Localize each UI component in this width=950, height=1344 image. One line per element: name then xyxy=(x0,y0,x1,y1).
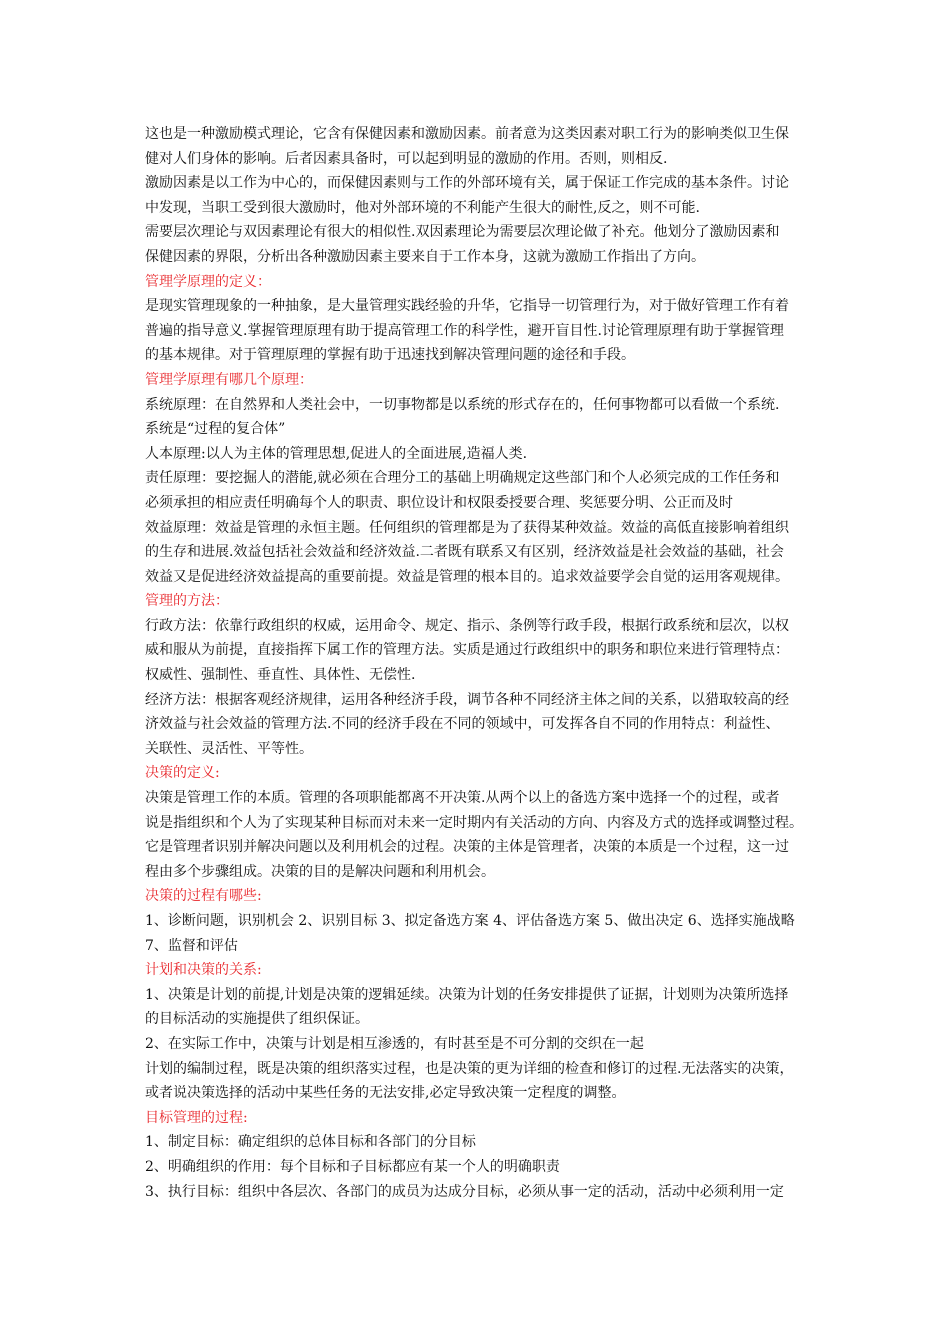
paragraph-line: 经济方法：根据客观经济规律，运用各种经济手段，调节各种不同经济主体之间的关系，以猎取较高的经 xyxy=(145,691,789,708)
paragraph-line: 健对人们身体的影响。后者因素具备时，可以起到明显的激励的作用。否则，则相反. xyxy=(145,150,668,167)
section-heading: 决策的定义: xyxy=(145,765,220,782)
paragraph-line: 普遍的指导意义.掌握管理原理有助于提高管理工作的科学性，避开盲目性.讨论管理原理有助于掌握管理 xyxy=(145,322,784,339)
paragraph-line: 保健因素的界限，分析出各种激励因素主要来自于工作本身，这就为激励工作指出了方向。 xyxy=(145,248,705,265)
paragraph-line: 的生存和进展.效益包括社会效益和经济效益.二者既有联系又有区别，经济效益是社会效益的基础，社会 xyxy=(145,544,784,561)
paragraph-line: 2、明确组织的作用：每个目标和子目标都应有某一个人的明确职责 xyxy=(145,1158,560,1175)
paragraph-line: 系统是“过程的复合体” xyxy=(145,421,286,438)
paragraph-line: 效益又是促进经济效益提高的重要前提。效益是管理的根本目的。追求效益要学会自觉的运用客观规律。 xyxy=(145,568,789,585)
paragraph-line: 这也是一种激励模式理论，它含有保健因素和激励因素。前者意为这类因素对职工行为的影响类似卫生保 xyxy=(145,126,789,142)
paragraph-line: 系统原理：在自然界和人类社会中，一切事物都是以系统的形式存在的，任何事物都可以看做一个系统. xyxy=(145,396,780,413)
section-heading: 目标管理的过程: xyxy=(145,1109,248,1126)
document-page xyxy=(145,122,815,1204)
paragraph-line: 激励因素是以工作为中心的，而保健因素则与工作的外部环境有关，属于保证工作完成的基本条件。讨论 xyxy=(145,175,789,192)
paragraph-line: 3、执行目标：组织中各层次、各部门的成员为达成分目标，必须从事一定的活动，活动中必须利用一定 xyxy=(145,1183,784,1200)
paragraph-line: 1、制定目标：确定组织的总体目标和各部门的分目标 xyxy=(145,1134,476,1151)
paragraph-line: 它是管理者识别并解决问题以及利用机会的过程。决策的主体是管理者，决策的本质是一个过程，这一过 xyxy=(145,839,789,856)
paragraph-line: 权威性、强制性、垂直性、具体性、无偿性. xyxy=(145,667,416,684)
paragraph-line: 说是指组织和个人为了实现某种目标而对未来一定时期内有关活动的方向、内容及方式的选择或调整过程。 xyxy=(145,814,803,831)
paragraph-line: 效益原理：效益是管理的永恒主题。任何组织的管理都是为了获得某种效益。效益的高低直接影响着组织 xyxy=(145,519,789,536)
section-heading: 管理的方法： xyxy=(145,593,229,610)
section-heading: 管理学原理有哪几个原理： xyxy=(145,371,313,388)
paragraph-line: 是现实管理现象的一种抽象，是大量管理实践经验的升华，它指导一切管理行为，对于做好管理工作有着 xyxy=(145,298,789,315)
paragraph-line: 的基本规律。对于管理原理的掌握有助于迅速找到解决管理问题的途径和手段。 xyxy=(145,347,635,364)
paragraph-line: 2、在实际工作中，决策与计划是相互渗透的，有时甚至是不可分割的交织在一起 xyxy=(145,1035,644,1052)
paragraph-line: 或者说决策选择的活动中某些任务的无法安排,必定导致决策一定程度的调整。 xyxy=(145,1085,626,1102)
paragraph-line: 济效益与社会效益的管理方法.不同的经济手段在不同的领域中，可发挥各自不同的作用特点：利益性、 xyxy=(145,716,780,733)
paragraph-line: 责任原理：要挖掘人的潜能,就必须在合理分工的基础上明确规定这些部门和个人必须完成的工作任务和 xyxy=(145,470,780,487)
paragraph-line: 1、诊断问题，识别机会 2、识别目标 3、拟定备选方案 4、评估备选方案 5、做出决定 6、选择实施战略 xyxy=(145,913,795,929)
paragraph-line: 需要层次理论与双因素理论有很大的相似性.双因素理论为需要层次理论做了补充。他划分了激励因素和 xyxy=(145,224,780,241)
paragraph-line: 1、决策是计划的前提,计划是决策的逻辑延续。决策为计划的任务安排提供了证据，计划则为决策所选择 xyxy=(145,986,789,1003)
paragraph-line: 行政方法：依靠行政组织的权威，运用命令、规定、指示、条例等行政手段，根据行政系统和层次，以权 xyxy=(145,617,789,634)
paragraph-line: 7、监督和评估 xyxy=(145,937,238,954)
paragraph-line: 计划的编制过程，既是决策的组织落实过程，也是决策的更为详细的检查和修订的过程.无法落实的决策， xyxy=(145,1060,794,1077)
paragraph-line: 必须承担的相应责任明确每个人的职责、职位设计和权限委授要合理、奖惩要分明、公正而及时 xyxy=(145,494,733,511)
section-heading: 管理学原理的定义： xyxy=(145,273,271,290)
section-heading: 决策的过程有哪些: xyxy=(145,888,262,905)
paragraph-line: 程由多个步骤组成。决策的目的是解决问题和利用机会。 xyxy=(145,863,495,880)
paragraph-line: 中发现，当职工受到很大激励时，他对外部环境的不利能产生很大的耐性,反之，则不可能. xyxy=(145,199,700,216)
paragraph-line: 关联性、灵活性、平等性。 xyxy=(145,740,313,757)
paragraph-line: 的目标活动的实施提供了组织保证。 xyxy=(145,1011,369,1028)
paragraph-line: 威和服从为前提，直接指挥下属工作的管理方法。实质是通过行政组织中的职务和职位来进行管理特点： xyxy=(145,642,789,659)
section-heading: 计划和决策的关系: xyxy=(145,962,262,979)
paragraph-line: 决策是管理工作的本质。管理的各项职能都离不开决策.从两个以上的备选方案中选择一个的过程，或者 xyxy=(145,790,780,807)
paragraph-line: 人本原理:以人为主体的管理思想,促进人的全面进展,造福人类. xyxy=(145,445,528,462)
